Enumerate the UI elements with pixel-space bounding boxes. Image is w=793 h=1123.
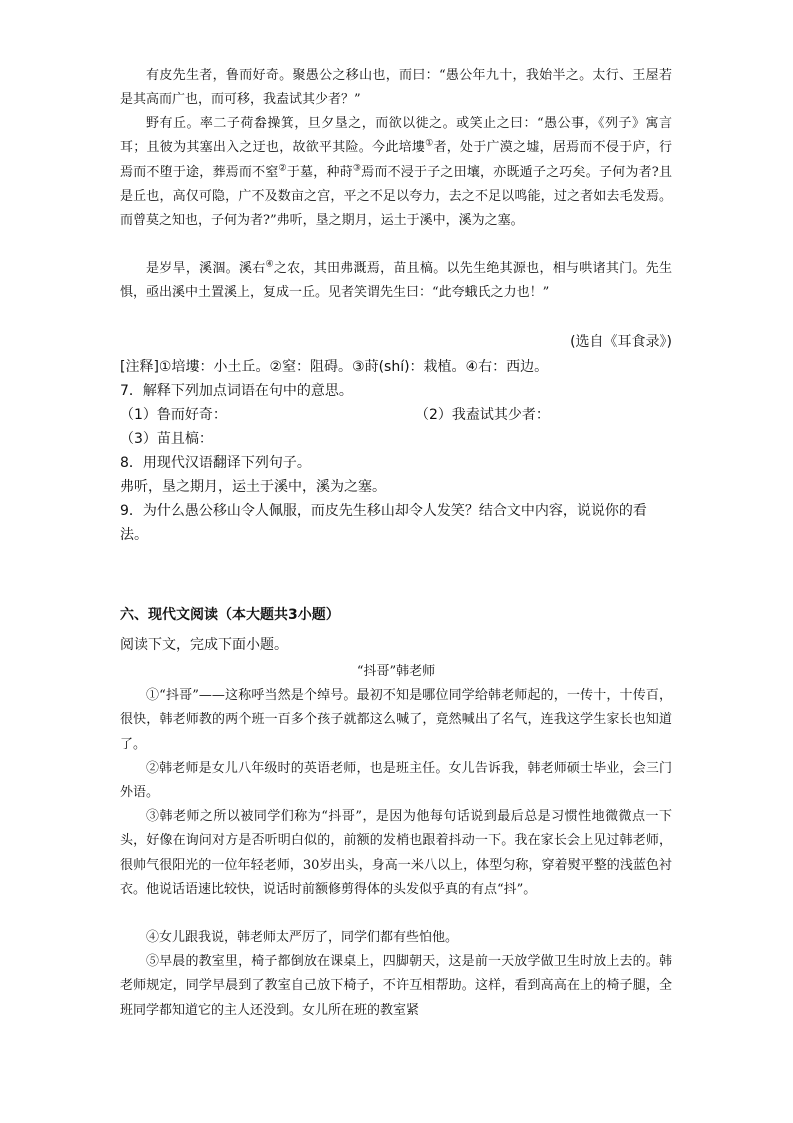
- section-6-heading: 六、现代文阅读（本大题共3小题）: [120, 607, 340, 623]
- question-7-items-row: [120, 403, 672, 427]
- question-7: 7．解释下列加点词语在句中的意思。: [120, 383, 353, 399]
- question-7-item-3: （3）苗且槁：: [120, 431, 213, 447]
- article-paragraph-2: ②韩老师是女儿八年级时的英语老师，也是班主任。女儿告诉我，韩老师硕士毕业，会三门外语。: [120, 761, 672, 801]
- note-marker-1: ①: [425, 138, 434, 149]
- article-paragraph-3: ③韩老师之所以被同学们称为“抖哥”，是因为他每句话说到最后总是习惯性地微微点一下头，好像在询问对方是否听明白似的，前额的发梢也跟着抖动一下。我在家长会上见过韩老师，很帅气很阳光的一位年轻老师，30岁出头，身高一米八以上，体型匀称，穿着熨平整的浅蓝色衬衣。他说话语速比较快，说话时前额修剪得体的头发似乎真的有点“抖”。: [120, 809, 672, 897]
- note-marker-2: ②: [278, 163, 287, 174]
- article-paragraph-5: ⑤早晨的教室里，椅子都倒放在课桌上，四脚朝天，这是前一天放学做卫生时放上去的。韩老师规定，同学早晨到了教室自己放下椅子，不许互相帮助。这样，看到高高在上的椅子腿，全班同学都知道它的主人还没到。女儿所在班的教室紧: [120, 954, 672, 1018]
- article-title: “抖哥”韩老师: [356, 664, 436, 679]
- section-6-instruction: 阅读下文，完成下面小题。: [120, 637, 288, 653]
- passage-paragraph-1: 有皮先生者，鲁而好奇。聚愚公之移山也，而曰：“愚公年九十，我始半之。太行、王屋若是其高而广也，而可移，我盍试其少者？”: [120, 68, 672, 108]
- question-7-item-2: （2）我盍试其少者：: [415, 407, 550, 423]
- question-9: 9．为什么愚公移山令人佩服，而皮先生移山却令人发笑？结合文中内容，说说你的看法。: [120, 503, 647, 543]
- note-marker-4: ④: [265, 259, 274, 270]
- passage-paragraph-2: 野有丘。率二子荷畚操箕，旦夕垦之，而欲以徙之。或笑止之曰：“愚公事，《列子》寓言耳；且彼为其塞出入之迂也，故欲平其险。今此培塿①者，处于广漠之墟，居焉而不侵于庐，行焉而不堕于途，葬焉而不窒②于墓，种莳③焉而不浸于子之田壤，亦既遁子之巧矣。子何为者?且是丘也，高仅可隐，广不及数亩之宫，平之不足以夸力，去之不足以鸣能，过之者如去毛发焉。而曾莫之知也，子何为者?”弗听，垦之期月，运土于溪中，溪为之塞。: [120, 116, 672, 229]
- passage-paragraph-3: 是岁旱，溪涸。溪右④之农，其田弗溉焉，苗且槁。以先生绝其源也，相与哄诸其门。先生惧，亟出溪中土置溪上，复成一丘。见者笑谓先生曰：“此夸蛾氏之力也！”: [120, 259, 672, 301]
- annotation-notes: [注释]①培塿：小土丘。②窒：阻碍。③莳(shí)：栽植。④右：西边。: [120, 359, 549, 375]
- question-8: 8．用现代汉语翻译下列句子。: [120, 455, 311, 471]
- note-marker-3: ③: [352, 163, 362, 174]
- passage-source: (选自《耳食录》): [570, 334, 672, 350]
- article-paragraph-1: ①“抖哥”——这称呼当然是个绰号。最初不知是哪位同学给韩老师起的，一传十，十传百，很快，韩老师教的两个班一百多个孩子就都这么喊了，竟然喊出了名气，连我这学生家长也知道了。: [120, 688, 672, 752]
- question-7-item-1: （1）鲁而好奇：: [120, 407, 227, 423]
- article-paragraph-4: ④女儿跟我说，韩老师太严厉了，同学们都有些怕他。: [146, 930, 459, 945]
- question-8-sentence: 弗听，垦之期月，运土于溪中，溪为之塞。: [120, 479, 386, 495]
